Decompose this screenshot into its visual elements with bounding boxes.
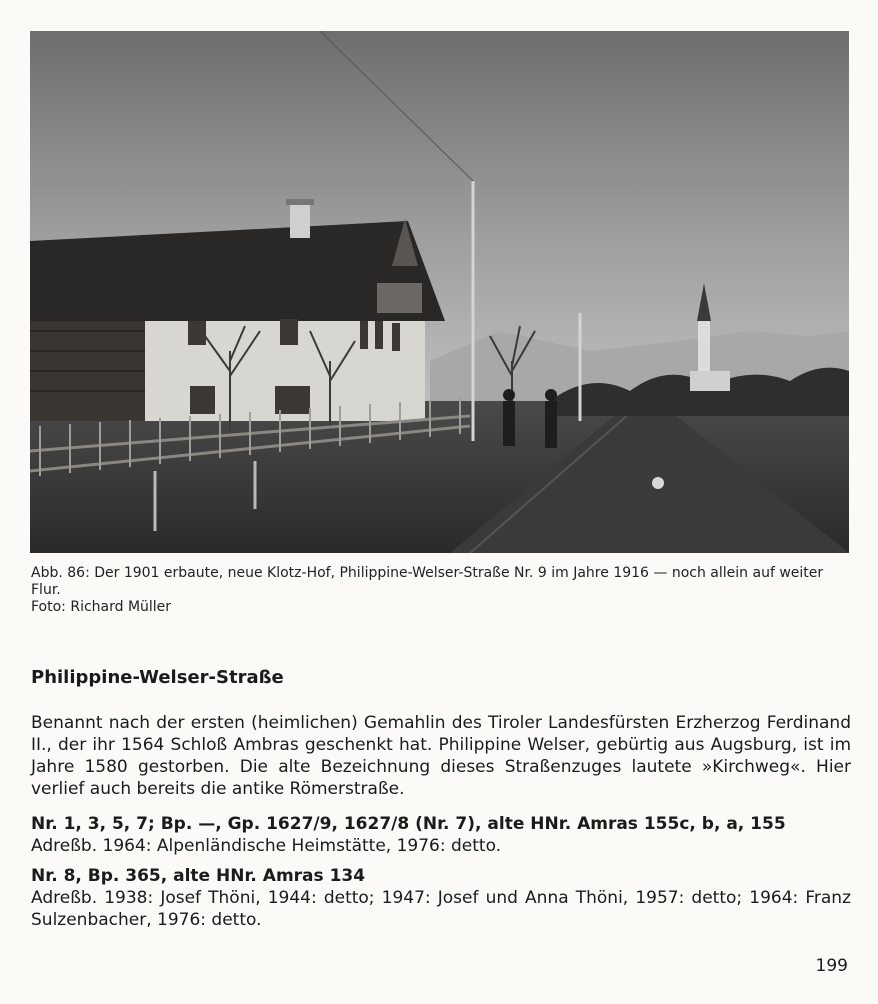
section-heading: Philippine-Welser-Straße [31,667,284,688]
entry-text: Adreßb. 1938: Josef Thöni, 1944: detto; 1947: Josef und Anna Thöni, 1957: detto; 1964: Franz Sulzenbacher, 1976: detto. [31,888,851,930]
address-entry [31,865,851,931]
address-entry [31,813,851,857]
entry-text: Adreßb. 1964: Alpenländische Heimstätte, 1976: detto. [31,836,502,856]
intro-paragraph [31,712,851,800]
page-number: 199 [815,956,848,976]
intro-text: Benannt nach der ersten (heimlichen) Gemahlin des Tiroler Landesfürsten Erzherzog Ferdinand II., der ihr 1564 Schloß Ambras geschenkt hat. Philippine Welser, gebürtig aus Augsburg, ist im Jahre 1580 gestorben. Die alte Bezeichnung dieses Straßenzuges lautete »Kirchweg«. Hier verlief auch bereits die antike Römerstraße. [31,713,851,799]
figure-caption [31,565,851,616]
entry-lead: Nr. 8, Bp. 365, alte HNr. Amras 134 [31,866,366,886]
photo-credit: Foto: Richard Müller [31,599,172,615]
historic-photo [30,31,849,553]
caption-text: Abb. 86: Der 1901 erbaute, neue Klotz-Hof, Philippine-Welser-Straße Nr. 9 im Jahre 1916 — noch allein auf weiter Flur. [31,565,824,598]
entry-lead: Nr. 1, 3, 5, 7; Bp. —, Gp. 1627/9, 1627/8 (Nr. 7), alte HNr. Amras 155c, b, a, 155 [31,814,786,834]
